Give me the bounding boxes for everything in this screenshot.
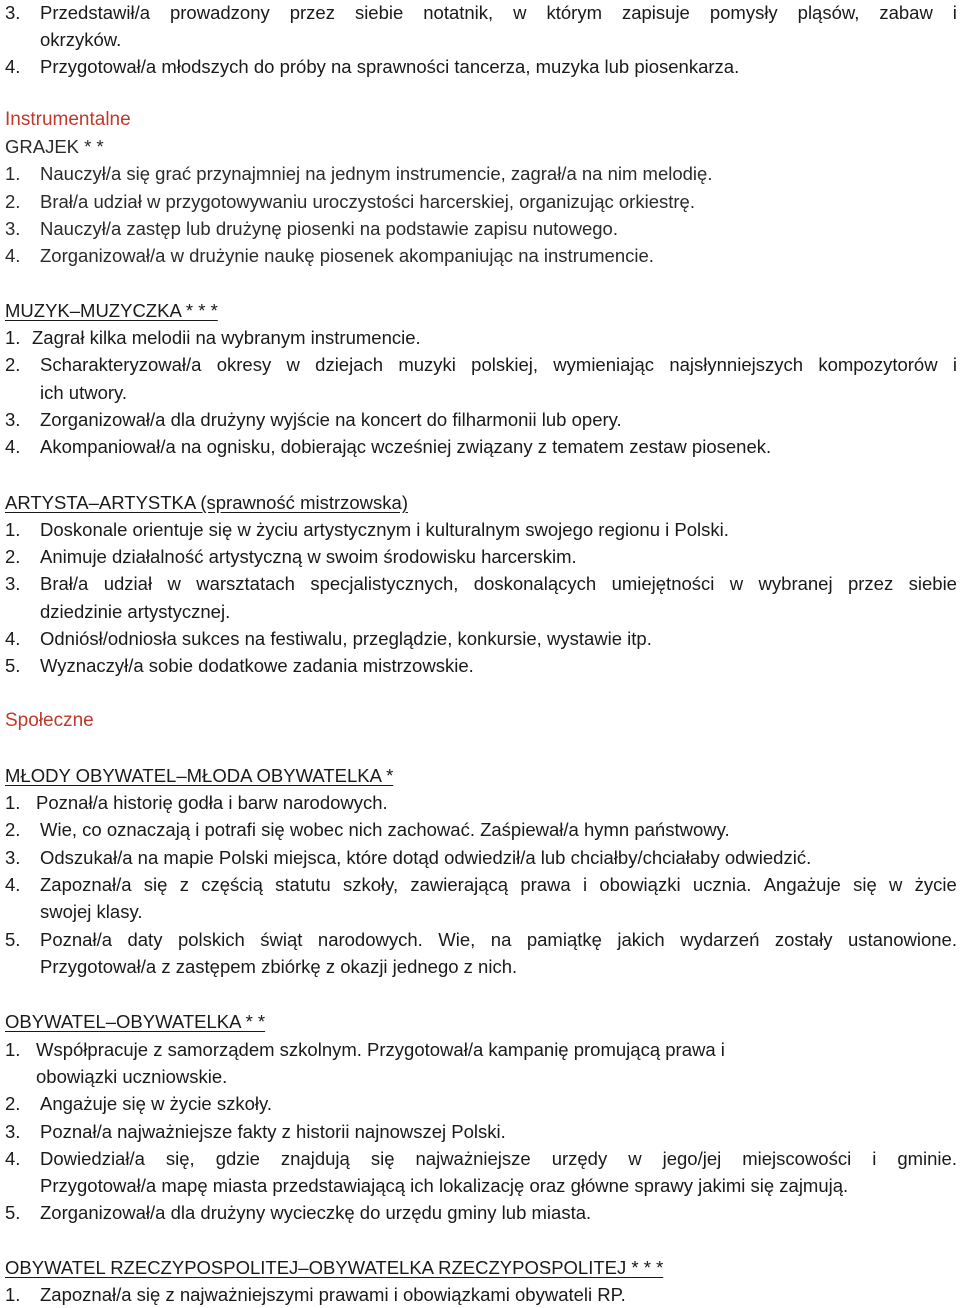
word: daty — [127, 929, 163, 950]
word: warsztatach — [196, 573, 295, 594]
item-text-cont: Przygotował/a z zastępem zbiórkę z okazji jednego z nich. — [40, 956, 518, 977]
item-text: Brał/a udział w przygotowywaniu uroczystości harcerskiej, organizując orkiestrę. — [40, 191, 695, 212]
item-text — [40, 1146, 957, 1172]
word: Brał/a — [40, 573, 89, 594]
item-text: Współpracuje z samorządem szkolnym. Przygotował/a kampanię promującą prawa i — [36, 1039, 725, 1060]
badge-title-obywatel: OBYWATEL–OBYWATELKA * * — [5, 1011, 266, 1032]
word: w — [286, 354, 300, 375]
word: się, — [165, 1148, 195, 1169]
item-text-cont: obowiązki uczniowskie. — [36, 1066, 228, 1087]
item-number: 2. — [5, 546, 21, 567]
item-text-cont: swojej klasy. — [40, 901, 143, 922]
word: zabaw — [879, 2, 933, 23]
word: częścią — [201, 874, 263, 895]
word: Scharakteryzował/a — [40, 354, 202, 375]
word: w — [729, 573, 744, 594]
word: kompozytorów — [818, 354, 938, 375]
badge-title-mlody-obywatel: MŁODY OBYWATEL–MŁODA OBYWATELKA * — [5, 765, 394, 786]
word: ustanowione. — [847, 929, 957, 950]
item-number: 1. — [5, 163, 21, 184]
item-number: 1. — [5, 519, 21, 540]
item-number: 5. — [5, 655, 21, 676]
item-number: 1. — [5, 1039, 21, 1060]
item-text: Zorganizował/a dla drużyny wycieczkę do urzędu gminy lub miasta. — [40, 1202, 592, 1223]
word: Przedstawił/a — [40, 2, 151, 23]
word: najsłynniejszych — [669, 354, 804, 375]
word: zostały — [774, 929, 833, 950]
word: i — [952, 354, 957, 375]
item-text-cont: okrzyków. — [40, 29, 122, 50]
item-number: 4. — [5, 436, 21, 457]
word: przez — [847, 573, 894, 594]
word: świąt — [260, 929, 303, 950]
item-number: 2. — [5, 819, 21, 840]
word: okresy — [216, 354, 272, 375]
word: obowiązki — [599, 874, 681, 895]
word: i — [582, 874, 588, 895]
item-number: 3. — [5, 409, 21, 430]
item-text: Angażuje się w życie szkoły. — [40, 1093, 273, 1114]
word: życie — [914, 874, 957, 895]
item-text: Wie, co oznaczają i potrafi się wobec nich zachować. Zaśpiewał/a hymn państwowy. — [40, 819, 730, 840]
word: prawa — [520, 874, 571, 895]
item-text — [40, 352, 957, 378]
word: urzędy — [551, 1148, 608, 1169]
item-text-cont: Przygotował/a mapę miasta przedstawiającą ich lokalizację oraz główne sprawy jakimi się zajmują. — [40, 1175, 849, 1196]
word: pomysły — [709, 2, 778, 23]
word: na — [490, 929, 512, 950]
item-text: Wyznaczył/a sobie dodatkowe zadania mistrzowskie. — [40, 655, 474, 676]
item-text: Doskonale orientuje się w życiu artystycznym i kulturalnym swojego regionu i Polski. — [40, 519, 729, 540]
item-number: 3. — [5, 1121, 21, 1142]
item-number: 4. — [5, 56, 21, 77]
word: wymieniając — [553, 354, 655, 375]
item-text: Animuje działalność artystyczną w swoim środowisku harcerskim. — [40, 546, 577, 567]
word: gminie. — [897, 1148, 957, 1169]
word: jego/jej — [662, 1148, 722, 1169]
badge-title-obywatel-rp: OBYWATEL RZECZYPOSPOLITEJ–OBYWATELKA RZECZYPOSPOLITEJ * * * — [5, 1257, 664, 1278]
word: przez — [289, 2, 335, 23]
word: jakich — [617, 929, 665, 950]
item-text — [40, 872, 957, 898]
word: wybranej — [758, 573, 833, 594]
word: Zapoznał/a — [40, 874, 132, 895]
item-text — [40, 0, 957, 26]
word: doskonalących — [473, 573, 597, 594]
word: prowadzony — [169, 2, 270, 23]
item-text — [40, 571, 957, 597]
badge-title-artysta: ARTYSTA–ARTYSTKA (sprawność mistrzowska) — [5, 492, 408, 513]
word: z — [179, 874, 189, 895]
item-number: 3. — [5, 2, 21, 23]
item-text: Zorganizował/a w drużynie naukę piosenek akompaniując na instrumencie. — [40, 245, 654, 266]
item-text: Zorganizował/a dla drużyny wyjście na koncert do filharmonii lub opery. — [40, 409, 622, 430]
word: Poznał/a — [40, 929, 112, 950]
word: dziejach — [315, 354, 384, 375]
word: udział — [103, 573, 153, 594]
item-number: 3. — [5, 573, 21, 594]
word: zapisuje — [621, 2, 690, 23]
word: miejscowości — [742, 1148, 852, 1169]
word: muzyki — [398, 354, 456, 375]
item-number: 3. — [5, 847, 21, 868]
word: się — [143, 874, 168, 895]
word: znajdują — [280, 1148, 350, 1169]
word: narodowych. — [317, 929, 423, 950]
item-text: Akompaniował/a na ognisku, dobierając wcześniej związany z tematem zestaw piosenek. — [40, 436, 772, 457]
section-title-instrumentalne: Instrumentalne — [5, 109, 131, 130]
item-number: 4. — [5, 245, 21, 266]
item-text: Nauczył/a się grać przynajmniej na jednym instrumencie, zagrał/a na nim melodię. — [40, 163, 713, 184]
word: w — [628, 1148, 642, 1169]
word: w — [889, 874, 903, 895]
item-number: 5. — [5, 929, 21, 950]
item-text — [40, 927, 957, 953]
word: Wie, — [438, 929, 476, 950]
item-number: 1. — [5, 1284, 21, 1305]
item-text: Odniósł/odniosła sukces na festiwalu, przeglądzie, konkursie, wystawie itp. — [40, 628, 652, 649]
word: statutu — [275, 874, 331, 895]
word: którym — [546, 2, 602, 23]
badge-title-muzyk: MUZYK–MUZYCZKA * * * — [5, 300, 218, 321]
item-number: 4. — [5, 874, 21, 895]
item-number: 4. — [5, 1148, 21, 1169]
item-number: 1. — [5, 327, 21, 348]
word: notatnik, — [423, 2, 494, 23]
word: zawierającą — [410, 874, 509, 895]
section-title-spoleczne: Społeczne — [5, 710, 94, 731]
word: najważniejsze — [415, 1148, 531, 1169]
item-number: 1. — [5, 792, 21, 813]
word: polskiej, — [471, 354, 539, 375]
word: wydarzeń — [680, 929, 760, 950]
item-number: 5. — [5, 1202, 21, 1223]
word: się — [853, 874, 877, 895]
item-number: 2. — [5, 1093, 21, 1114]
word: umiejętności — [611, 573, 715, 594]
word: Dowiedział/a — [40, 1148, 145, 1169]
word: i — [872, 1148, 877, 1169]
item-text: Poznał/a historię godła i barw narodowych. — [36, 792, 388, 813]
item-number: 4. — [5, 628, 21, 649]
word: w — [167, 573, 181, 594]
word: pląsów, — [797, 2, 860, 23]
word: Angażuje — [763, 874, 841, 895]
item-text: Nauczył/a zastęp lub drużynę piosenki na podstawie zapisu nutowego. — [40, 218, 618, 239]
word: ucznia. — [692, 874, 752, 895]
word: szkoły, — [342, 874, 399, 895]
item-number: 2. — [5, 354, 21, 375]
word: siebie — [354, 2, 404, 23]
item-number: 2. — [5, 191, 21, 212]
item-number: 3. — [5, 218, 21, 239]
word: i — [952, 2, 957, 23]
word: pamiątkę — [526, 929, 602, 950]
item-text: Zagrał kilka melodii na wybranym instrumencie. — [32, 327, 421, 348]
badge-title-grajek: GRAJEK * * — [5, 136, 104, 157]
item-text: Odszukał/a na mapie Polski miejsca, które dotąd odwiedził/a lub chciałby/chciałaby odwiedzić. — [40, 847, 812, 868]
word: gdzie — [215, 1148, 260, 1169]
item-text-cont: dziedzinie artystycznej. — [40, 601, 231, 622]
word: siebie — [908, 573, 957, 594]
word: w — [513, 2, 527, 23]
word: specjalistycznych, — [310, 573, 459, 594]
word: polskich — [177, 929, 245, 950]
word: się — [370, 1148, 395, 1169]
item-text: Przygotował/a młodszych do próby na sprawności tancerza, muzyka lub piosenkarza. — [40, 56, 740, 77]
item-text: Poznał/a najważniejsze fakty z historii najnowszej Polski. — [40, 1121, 506, 1142]
item-text: Zapoznał/a się z najważniejszymi prawami i obowiązkami obywateli RP. — [40, 1284, 626, 1305]
item-text-cont: ich utwory. — [40, 382, 128, 403]
